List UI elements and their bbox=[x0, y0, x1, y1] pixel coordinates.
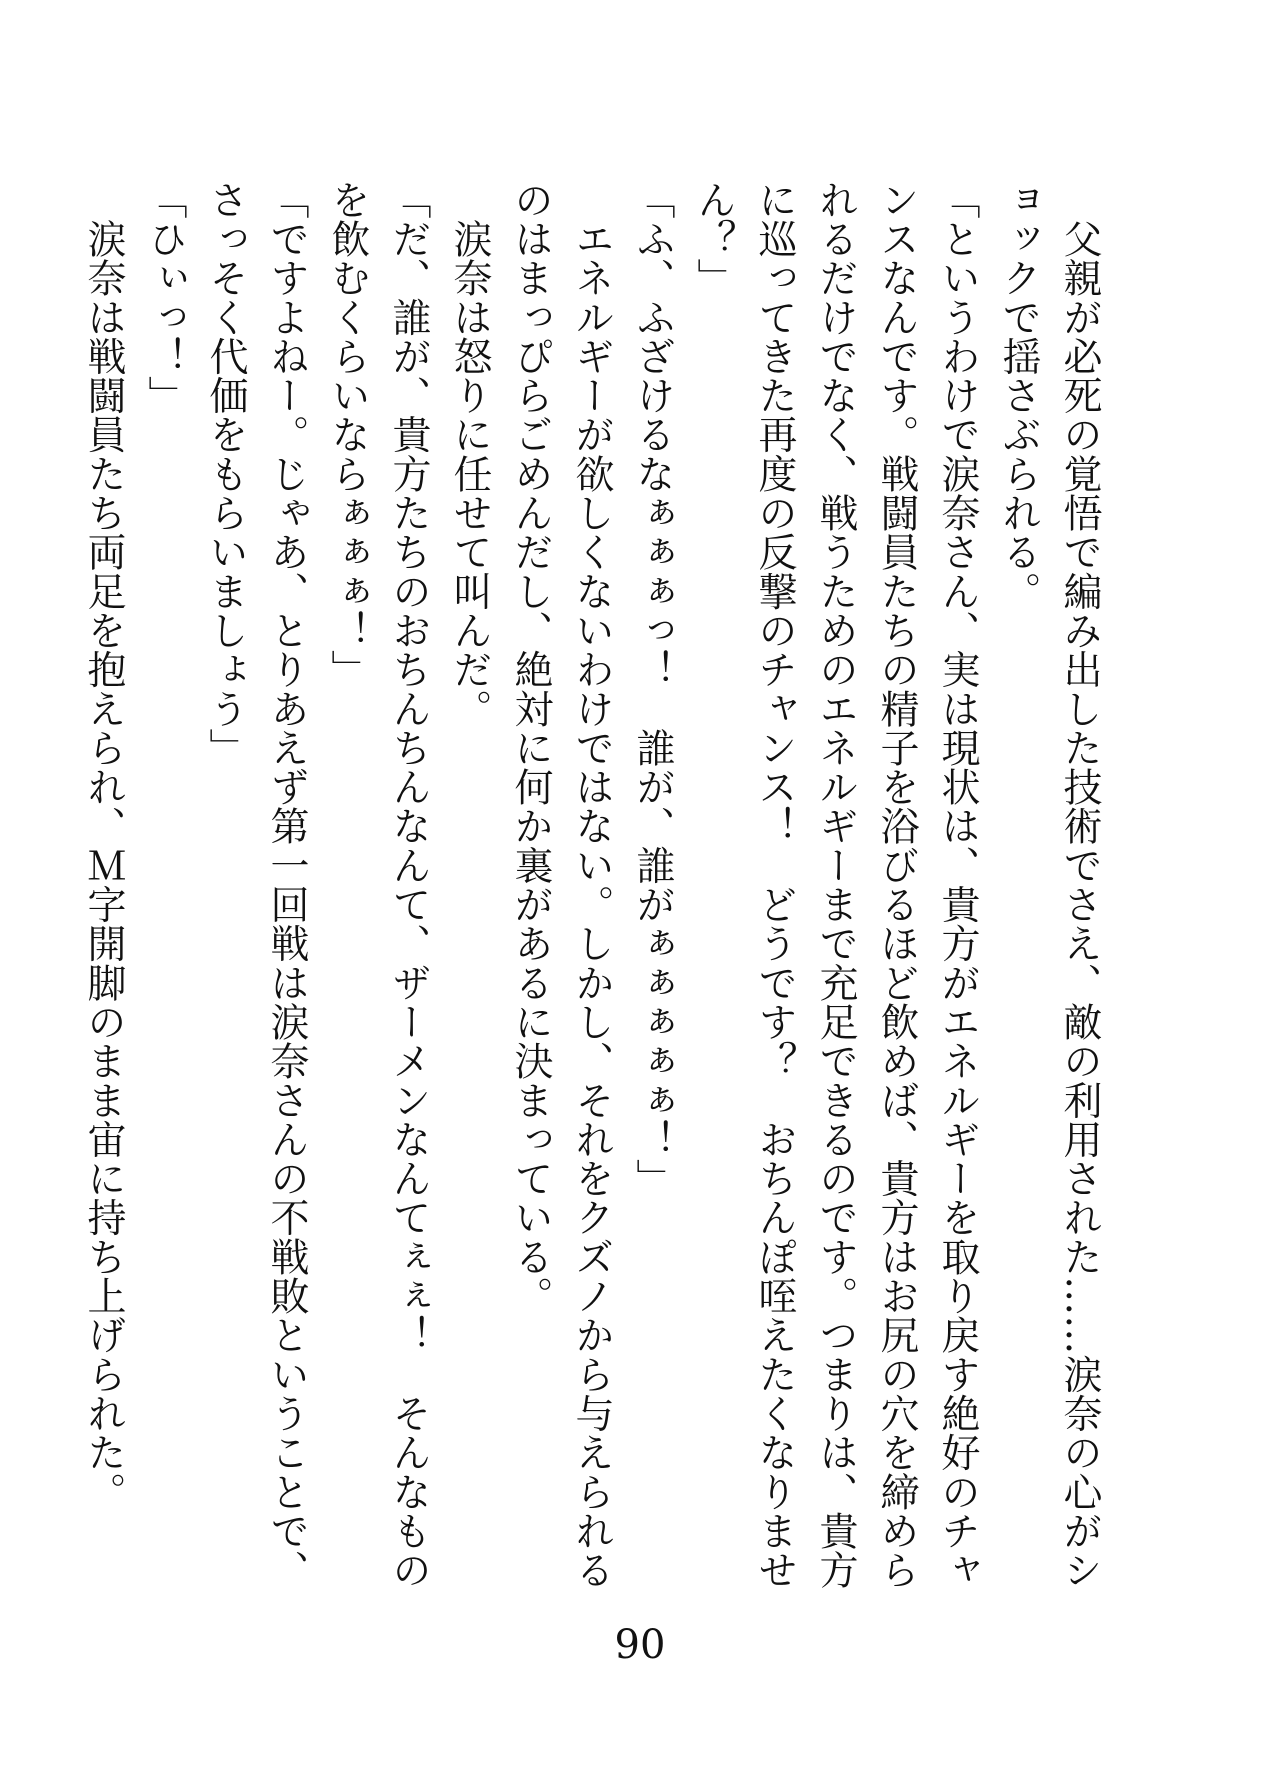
paragraph-7: 「ですよねー。じゃあ、とりあえず第一回戦は涙奈さんの不戦敗ということで、さっそく代価をもらいましょう」 bbox=[203, 180, 309, 1590]
paragraph-5: 涙奈は怒りに任せて叫んだ。 bbox=[447, 180, 492, 729]
paragraph-8: 「ひぃっ！」 bbox=[142, 180, 187, 415]
page-number: 90 bbox=[614, 1622, 666, 1668]
paragraph-6: 「だ、誰が、貴方たちのおちんちんなんて、ザーメンなんてぇぇ！ そんなものを飲むくらいならぁぁぁ！」 bbox=[325, 180, 431, 1590]
paragraph-1: 父親が必死の覚悟で編み出した技術でさえ、敵の利用された……涙奈の心がショックで揺さぶられる。 bbox=[996, 180, 1102, 1590]
vertical-text-body bbox=[81, 180, 1110, 1600]
paragraph-4: エネルギーが欲しくないわけではない。しかし、それをクズノから与えられるのはまっぴらごめんだし、絶対に何か裏があるに決まっている。 bbox=[508, 180, 614, 1590]
paragraph-9: 涙奈は戦闘員たち両足を抱えられ、Ｍ字開脚のまま宙に持ち上げられた。 bbox=[81, 180, 126, 1512]
paragraph-3: 「ふ、ふざけるなぁぁぁっ！ 誰が、誰がぁぁぁぁぁ！」 bbox=[630, 180, 675, 1198]
paragraph-2: 「というわけで涙奈さん、実は現状は、貴方がエネルギーを取り戻す絶好のチャンスなんです。戦闘員たちの精子を浴びるほど飲めば、貴方はお尻の穴を締められるだけでなく、戦うためのエネルギーまで充足できるのです。つまりは、貴方に巡ってきた再度の反撃のチャンス！ どうです？ おちんぽ咥えたくなりません？」 bbox=[691, 180, 980, 1590]
